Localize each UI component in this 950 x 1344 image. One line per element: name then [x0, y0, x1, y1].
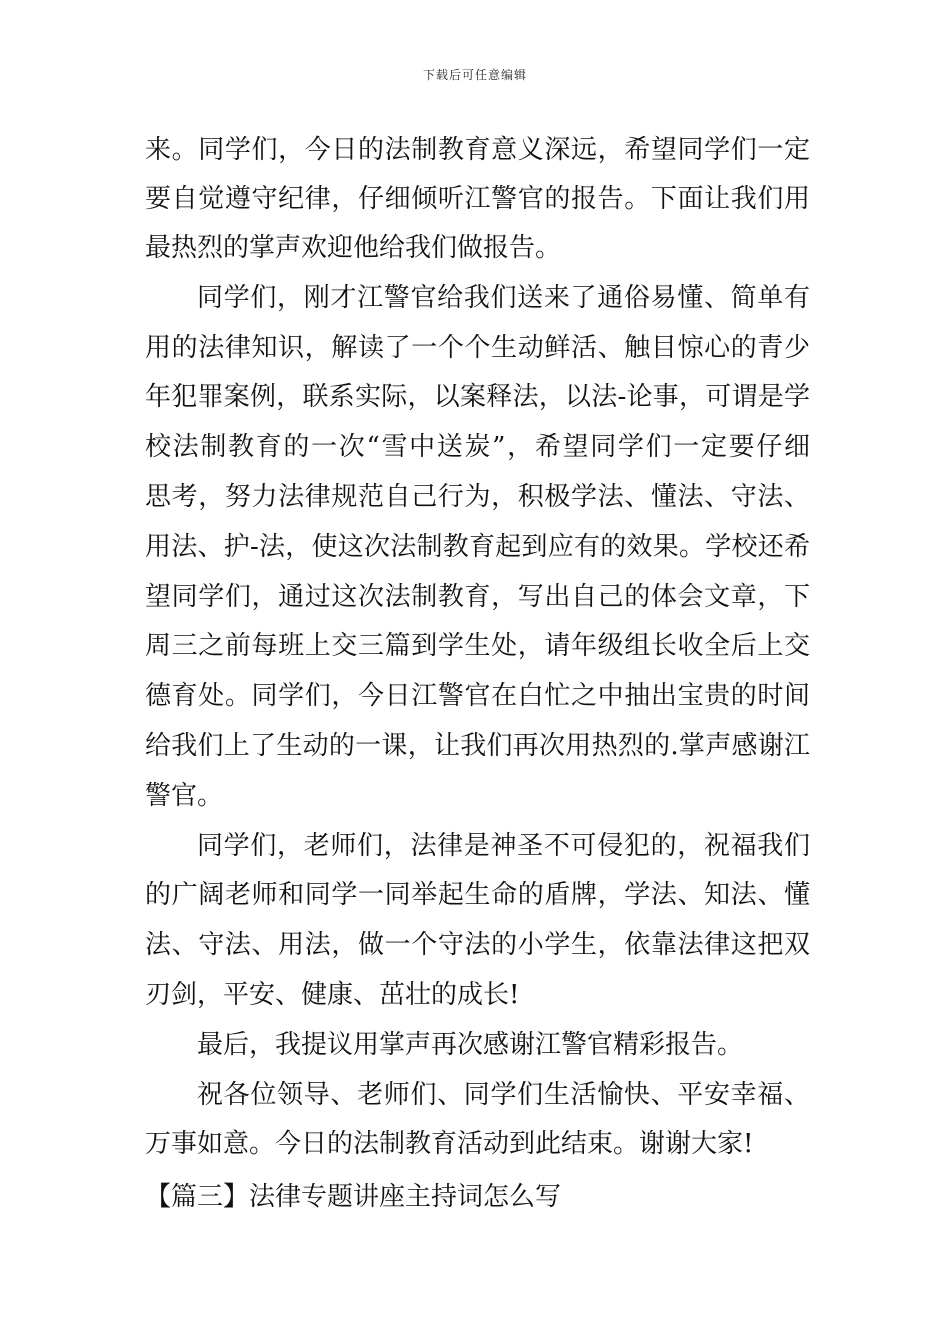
text-line: 望同学们，通过这次法制教育，写出自己的体会文章，下 [145, 582, 810, 612]
text-line: 的广阔老师和同学一同举起生命的盾牌，学法、知法、懂 [145, 880, 810, 910]
text-line: 用的法律知识，解读了一个个生动鲜活、触目惊心的青少 [145, 333, 810, 363]
paragraph-first-line: 祝各位领导、老师们、同学们生活愉快、平安幸福、 [197, 1080, 810, 1110]
paragraph-first-line: 最后，我提议用掌声再次感谢江警官精彩报告。 [197, 1030, 744, 1060]
text-line: 来。同学们，今日的法制教育意义深远，希望同学们一定 [145, 135, 810, 165]
text-line: 最热烈的掌声欢迎他给我们做报告。 [145, 233, 562, 263]
text-line: 思考，努力法律规范自己行为，积极学法、懂法、守法、 [145, 482, 810, 512]
text-line: 警官。 [145, 781, 224, 811]
paragraph-first-line: 同学们，刚才江警官给我们送来了通俗易懂、简单有 [197, 283, 810, 313]
text-line: 万事如意。今日的法制教育活动到此结束。谢谢大家! [145, 1129, 754, 1159]
paragraph-first-line: 同学们，老师们，法律是神圣不可侵犯的，祝福我们 [197, 831, 810, 861]
text-line: 要自觉遵守纪律，仔细倾听江警官的报告。下面让我们用 [145, 184, 810, 214]
text-line: 法、守法、用法，做一个守法的小学生，依靠法律这把双 [145, 930, 810, 960]
text-line: 刃剑，平安、健康、茁壮的成长! [145, 980, 520, 1010]
text-line: 校法制教育的一次“雪中送炭”，希望同学们一定要仔细 [145, 432, 810, 462]
text-line: 给我们上了生动的一课，让我们再次用热烈的.掌声感谢江 [145, 731, 810, 761]
text-line: 年犯罪案例，联系实际，以案释法，以法-论事，可谓是学 [145, 382, 810, 412]
text-line: 周三之前每班上交三篇到学生处，请年级组长收全后上交 [145, 631, 810, 661]
text-line: 德育处。同学们，今日江警官在白忙之中抽出宝贵的时间 [145, 681, 810, 711]
section-heading: 【篇三】法律专题讲座主持词怎么写 [145, 1182, 562, 1212]
header-note: 下载后可任意编辑 [422, 68, 527, 82]
text-line: 用法、护-法，使这次法制教育起到应有的效果。学校还希 [145, 532, 810, 562]
